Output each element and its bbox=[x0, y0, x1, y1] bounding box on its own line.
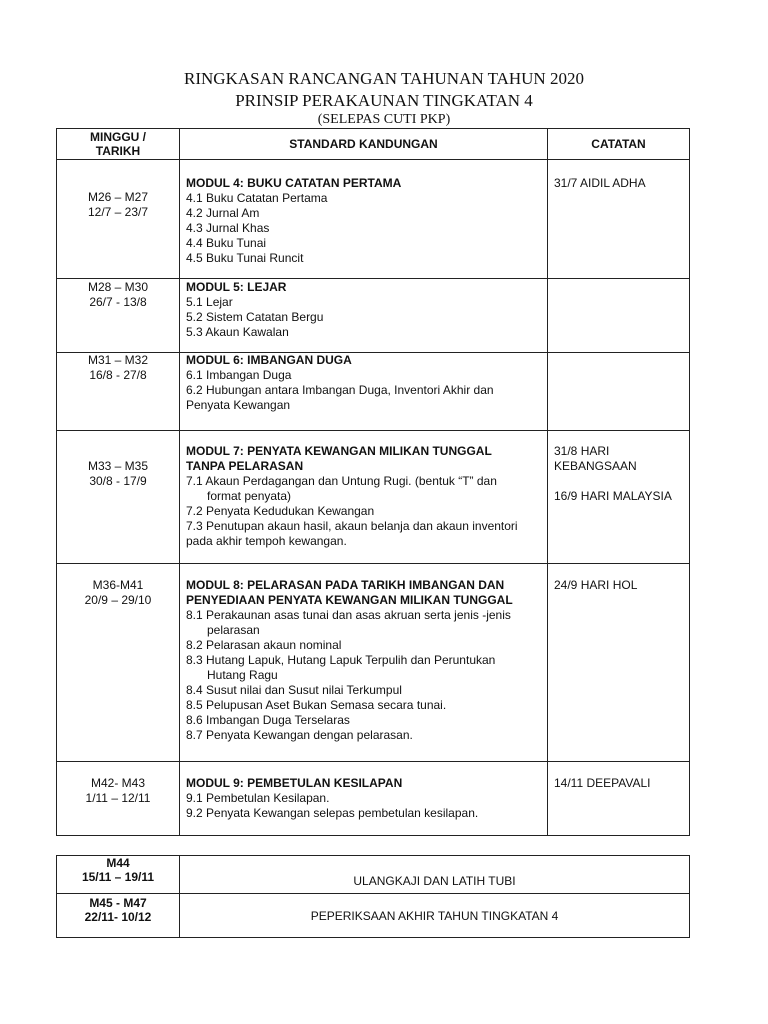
notes-cell bbox=[548, 279, 690, 353]
table-row bbox=[57, 160, 690, 279]
module-item: 4.1 Buku Catatan Pertama bbox=[186, 191, 328, 205]
title-subtitle: (SELEPAS CUTI PKP) bbox=[317, 112, 451, 127]
module-item: 8.3 Hutang Lapuk, Hutang Lapuk Terpulih dan Peruntukan Hutang Ragu bbox=[186, 653, 496, 682]
header-standard-kandungan: STANDARD KANDUNGAN bbox=[180, 129, 548, 160]
activity-cell: ULANGKAJI DAN LATIH TUBI bbox=[180, 856, 690, 894]
module-item: 9.2 Penyata Kewangan selepas pembetulan kesilapan. bbox=[186, 806, 479, 820]
week-cell: M45 - M47 22/11- 10/12 bbox=[57, 894, 180, 938]
note-text: 24/9 HARI HOL bbox=[554, 578, 638, 592]
note-text: 16/9 HARI MALAYSIA bbox=[554, 489, 672, 503]
module-item: 5.3 Akaun Kawalan bbox=[186, 325, 289, 339]
module-item: 4.4 Buku Tunai bbox=[186, 236, 267, 250]
table-row bbox=[57, 353, 690, 431]
module-item: 5.2 Sistem Catatan Bergu bbox=[186, 310, 324, 324]
module-item: 8.7 Penyata Kewangan dengan pelarasan. bbox=[186, 728, 413, 742]
table-row bbox=[57, 762, 690, 836]
notes-cell bbox=[548, 564, 690, 762]
module-item: 6.1 Imbangan Duga bbox=[186, 368, 292, 382]
module-item: 5.1 Lejar bbox=[186, 295, 233, 309]
module-title: MODUL 6: IMBANGAN DUGA bbox=[186, 353, 352, 367]
table-row bbox=[57, 856, 690, 894]
notes-cell bbox=[548, 353, 690, 431]
module-title: MODUL 9: PEMBETULAN KESILAPAN bbox=[186, 776, 403, 790]
week-cell: M31 – M32 16/8 - 27/8 bbox=[57, 353, 180, 431]
standard-cell bbox=[180, 564, 548, 762]
note-text: 31/8 HARI bbox=[554, 444, 610, 458]
module-item: 8.6 Imbangan Duga Terselaras bbox=[186, 713, 350, 727]
module-title: PENYEDIAAN PENYATA KEWANGAN MILIKAN TUNGGAL bbox=[186, 593, 513, 607]
module-title: MODUL 7: PENYATA KEWANGAN MILIKAN TUNGGAL bbox=[186, 444, 492, 458]
week-cell: M26 – M27 12/7 – 23/7 bbox=[57, 160, 180, 279]
module-title: MODUL 4: BUKU CATATAN PERTAMA bbox=[186, 176, 402, 190]
module-item: 8.2 Pelarasan akaun nominal bbox=[186, 638, 342, 652]
standard-cell bbox=[180, 762, 548, 836]
notes-cell bbox=[548, 160, 690, 279]
module-title: MODUL 8: PELARASAN PADA TARIKH IMBANGAN DAN bbox=[186, 578, 505, 592]
standard-cell bbox=[180, 353, 548, 431]
module-item: 7.3 Penutupan akaun hasil, akaun belanja dan akaun inventori pada akhir tempoh kewangan. bbox=[186, 519, 518, 548]
table-row bbox=[57, 564, 690, 762]
header-catatan: CATATAN bbox=[548, 129, 690, 160]
header-minggu: MINGGU / TARIKH bbox=[57, 129, 180, 160]
week-cell: M33 – M35 30/8 - 17/9 bbox=[57, 431, 180, 564]
document-title bbox=[0, 68, 768, 128]
note-text: 14/11 DEEPAVALI bbox=[554, 776, 651, 790]
module-item: 9.1 Pembetulan Kesilapan. bbox=[186, 791, 330, 805]
module-item: 7.1 Akaun Perdagangan dan Untung Rugi. (bentuk “T” dan format penyata) bbox=[186, 474, 497, 503]
schedule-table bbox=[56, 128, 690, 836]
notes-cell bbox=[548, 762, 690, 836]
exam-schedule-table bbox=[56, 855, 690, 938]
title-line-2: PRINSIP PERAKAUNAN TINGKATAN 4 bbox=[235, 91, 533, 110]
activity-cell: PEPERIKSAAN AKHIR TAHUN TINGKATAN 4 bbox=[180, 894, 690, 938]
table-row bbox=[57, 279, 690, 353]
module-item: 8.5 Pelupusan Aset Bukan Semasa secara tunai. bbox=[186, 698, 447, 712]
week-cell: M28 – M30 26/7 - 13/8 bbox=[57, 279, 180, 353]
module-item: 6.2 Hubungan antara Imbangan Duga, Inventori Akhir dan bbox=[186, 383, 494, 397]
week-cell: M44 15/11 – 19/11 bbox=[57, 856, 180, 894]
table-row bbox=[57, 894, 690, 938]
standard-cell bbox=[180, 160, 548, 279]
module-title: MODUL 5: LEJAR bbox=[186, 280, 287, 294]
module-item: 4.3 Jurnal Khas bbox=[186, 221, 270, 235]
table-header-row bbox=[57, 129, 690, 160]
module-item: Penyata Kewangan bbox=[186, 398, 291, 412]
table-row bbox=[57, 431, 690, 564]
module-item: 4.2 Jurnal Am bbox=[186, 206, 260, 220]
title-line-1: RINGKASAN RANCANGAN TAHUNAN TAHUN 2020 bbox=[184, 69, 584, 88]
module-item: 7.2 Penyata Kedudukan Kewangan bbox=[186, 504, 375, 518]
note-text: KEBANGSAAN bbox=[554, 459, 637, 473]
week-cell: M42- M43 1/11 – 12/11 bbox=[57, 762, 180, 836]
module-item: 8.1 Perakaunan asas tunai dan asas akruan serta jenis -jenis pelarasan bbox=[186, 608, 511, 637]
module-item: 4.5 Buku Tunai Runcit bbox=[186, 251, 304, 265]
note-text: 31/7 AIDIL ADHA bbox=[554, 176, 646, 190]
standard-cell bbox=[180, 279, 548, 353]
module-item: 8.4 Susut nilai dan Susut nilai Terkumpul bbox=[186, 683, 402, 697]
module-title: TANPA PELARASAN bbox=[186, 459, 304, 473]
week-cell: M36-M41 20/9 – 29/10 bbox=[57, 564, 180, 762]
notes-cell bbox=[548, 431, 690, 564]
standard-cell bbox=[180, 431, 548, 564]
